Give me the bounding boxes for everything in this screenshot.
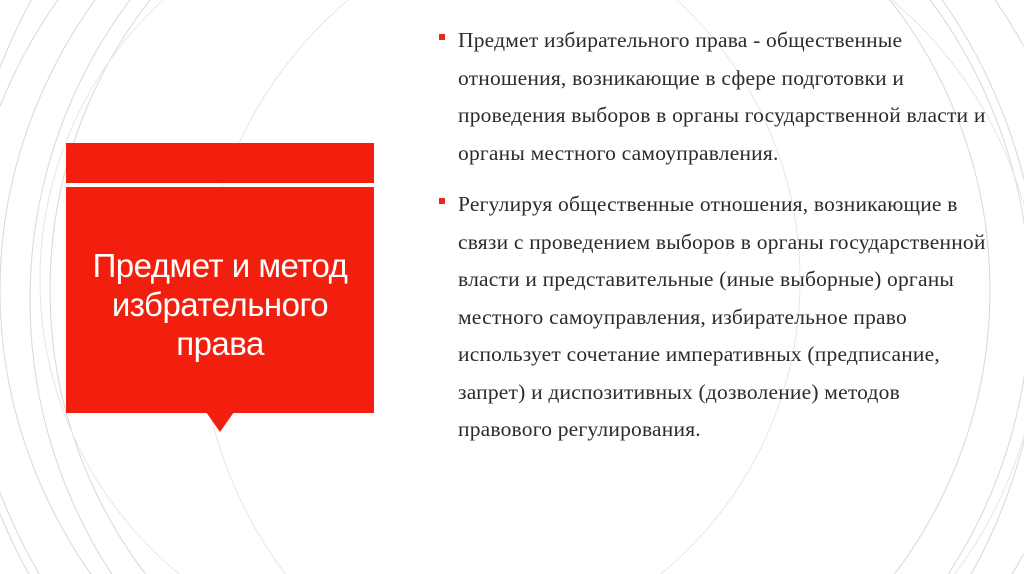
title-pointer [206, 412, 234, 432]
bullet-list [438, 22, 998, 463]
bullet-item [438, 22, 998, 172]
bullet-item [438, 186, 998, 449]
bullet-text: Предмет избирательного права - общественные отношения, возникающие в сфере подготовки и проведения выборов в органы государственной власти и органы местного самоуправления. [458, 28, 986, 165]
title-box [66, 187, 374, 413]
accent-bar [66, 143, 374, 183]
square-bullet-icon [439, 34, 445, 40]
slide-title: Предмет и метод избрательного права [92, 246, 348, 362]
bullet-text: Регулируя общественные отношения, возникающие в связи с проведением выборов в органы государственной власти и представительные (иные выборные) органы местного самоуправления, избирательное право использует сочетание императивных (предписание, запрет) и диспозитивных (дозволение) методов правового регулирования. [458, 192, 986, 441]
square-bullet-icon [439, 198, 445, 204]
